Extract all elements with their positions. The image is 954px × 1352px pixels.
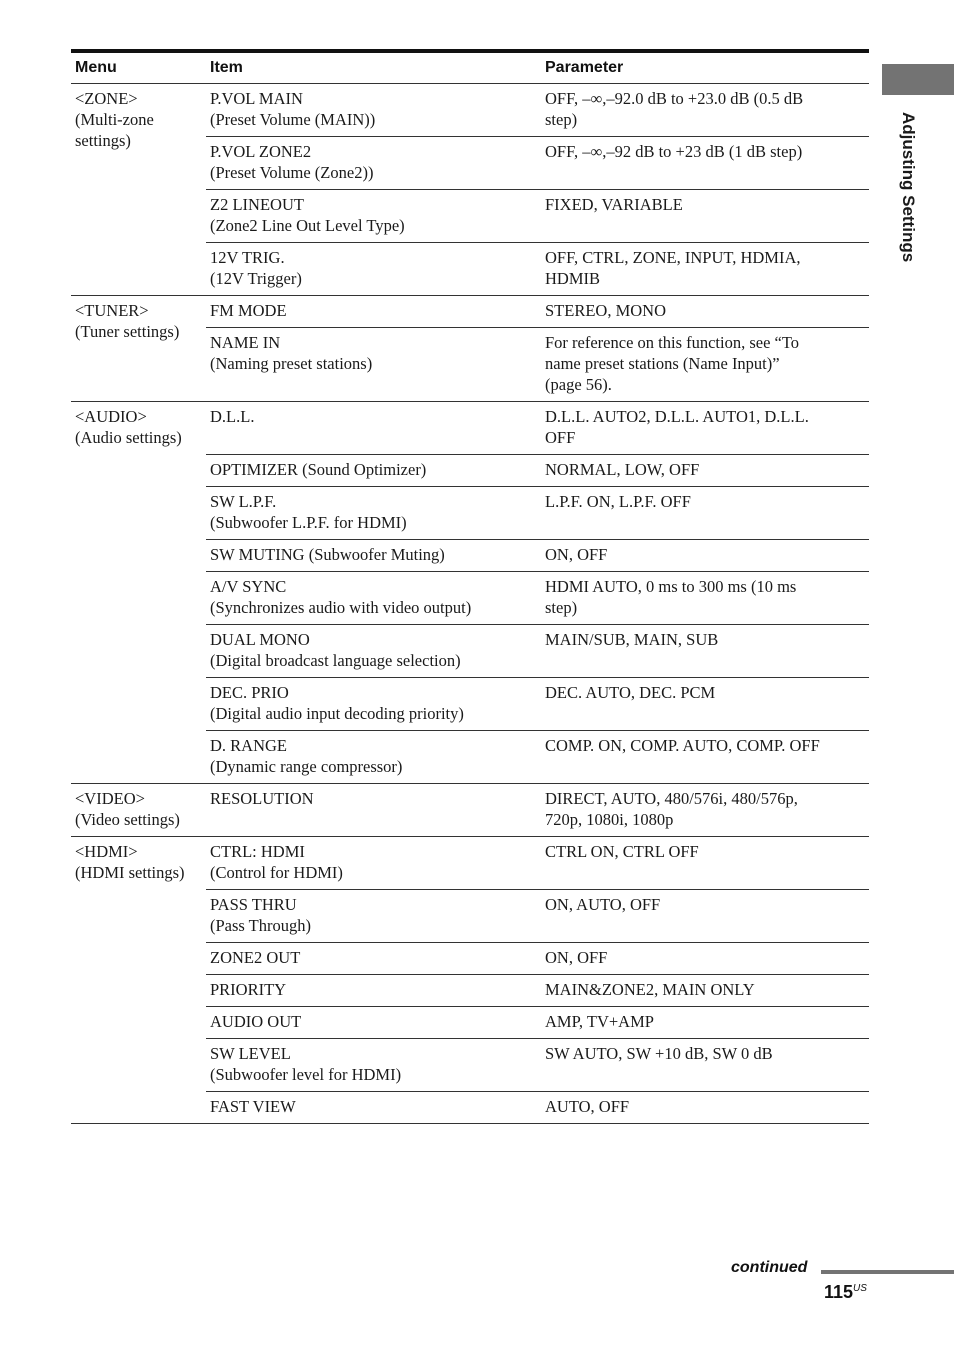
item-cell: 12V TRIG. (12V Trigger) <box>206 242 541 295</box>
item-cell: FM MODE <box>206 295 541 327</box>
parameter-cell: DEC. AUTO, DEC. PCM <box>541 677 869 730</box>
item-cell: AUDIO OUT <box>206 1006 541 1038</box>
header-item: Item <box>206 51 541 83</box>
parameter-cell: ON, OFF <box>541 539 869 571</box>
table-row <box>71 83 869 136</box>
parameter-cell: CTRL ON, CTRL OFF <box>541 836 869 889</box>
parameter-cell: OFF, –∞,–92 dB to +23 dB (1 dB step) <box>541 136 869 189</box>
parameter-cell: DIRECT, AUTO, 480/576i, 480/576p, 720p, 1080i, 1080p <box>541 783 869 836</box>
item-cell: D. RANGE (Dynamic range compressor) <box>206 730 541 783</box>
parameter-cell: AMP, TV+AMP <box>541 1006 869 1038</box>
parameter-cell: MAIN/SUB, MAIN, SUB <box>541 624 869 677</box>
table-row <box>71 836 869 889</box>
section-side-label: Adjusting Settings <box>899 112 918 263</box>
continued-label: continued <box>731 1259 808 1276</box>
parameter-cell: AUTO, OFF <box>541 1091 869 1123</box>
menu-cell: <AUDIO> (Audio settings) <box>71 401 206 783</box>
parameter-cell: HDMI AUTO, 0 ms to 300 ms (10 ms step) <box>541 571 869 624</box>
parameter-cell: ON, OFF <box>541 942 869 974</box>
parameter-cell: L.P.F. ON, L.P.F. OFF <box>541 486 869 539</box>
item-cell: Z2 LINEOUT (Zone2 Line Out Level Type) <box>206 189 541 242</box>
item-cell: CTRL: HDMI (Control for HDMI) <box>206 836 541 889</box>
parameter-cell: For reference on this function, see “To name preset stations (Name Input)” (page 56). <box>541 327 869 401</box>
parameter-cell: D.L.L. AUTO2, D.L.L. AUTO1, D.L.L. OFF <box>541 401 869 454</box>
header-menu: Menu <box>71 51 206 83</box>
menu-cell: <HDMI> (HDMI settings) <box>71 836 206 1123</box>
parameter-cell: COMP. ON, COMP. AUTO, COMP. OFF <box>541 730 869 783</box>
item-cell: SW MUTING (Subwoofer Muting) <box>206 539 541 571</box>
item-cell: SW L.P.F. (Subwoofer L.P.F. for HDMI) <box>206 486 541 539</box>
parameter-cell: SW AUTO, SW +10 dB, SW 0 dB <box>541 1038 869 1091</box>
item-cell: D.L.L. <box>206 401 541 454</box>
parameter-cell: OFF, CTRL, ZONE, INPUT, HDMIA, HDMIB <box>541 242 869 295</box>
item-cell: DEC. PRIO (Digital audio input decoding priority) <box>206 677 541 730</box>
item-cell: FAST VIEW <box>206 1091 541 1123</box>
menu-cell: <VIDEO> (Video settings) <box>71 783 206 836</box>
table-row <box>71 401 869 454</box>
item-cell: SW LEVEL (Subwoofer level for HDMI) <box>206 1038 541 1091</box>
parameter-cell: FIXED, VARIABLE <box>541 189 869 242</box>
parameter-cell: ON, AUTO, OFF <box>541 889 869 942</box>
continued-bar <box>821 1270 954 1274</box>
item-cell: PASS THRU (Pass Through) <box>206 889 541 942</box>
menu-cell: <TUNER> (Tuner settings) <box>71 295 206 401</box>
parameter-cell: MAIN&ZONE2, MAIN ONLY <box>541 974 869 1006</box>
parameter-cell: STEREO, MONO <box>541 295 869 327</box>
item-cell: NAME IN (Naming preset stations) <box>206 327 541 401</box>
item-cell: DUAL MONO (Digital broadcast language selection) <box>206 624 541 677</box>
table-row <box>71 295 869 327</box>
header-parameter: Parameter <box>541 51 869 83</box>
item-cell: P.VOL MAIN (Preset Volume (MAIN)) <box>206 83 541 136</box>
table-row <box>71 783 869 836</box>
parameter-cell: NORMAL, LOW, OFF <box>541 454 869 486</box>
item-cell: A/V SYNC (Synchronizes audio with video output) <box>206 571 541 624</box>
section-tab-marker <box>882 64 954 95</box>
item-cell: OPTIMIZER (Sound Optimizer) <box>206 454 541 486</box>
item-cell: P.VOL ZONE2 (Preset Volume (Zone2)) <box>206 136 541 189</box>
settings-table-body <box>71 83 869 1123</box>
item-cell: ZONE2 OUT <box>206 942 541 974</box>
table-header-row <box>71 51 869 83</box>
settings-table <box>71 49 869 1124</box>
menu-cell: <ZONE> (Multi-zone settings) <box>71 83 206 295</box>
item-cell: PRIORITY <box>206 974 541 1006</box>
page-number-value: 115 <box>824 1282 854 1302</box>
item-cell: RESOLUTION <box>206 783 541 836</box>
page-number-suffix: US <box>853 1283 867 1294</box>
page-number <box>824 1282 867 1303</box>
parameter-cell: OFF, –∞,–92.0 dB to +23.0 dB (0.5 dB step) <box>541 83 869 136</box>
